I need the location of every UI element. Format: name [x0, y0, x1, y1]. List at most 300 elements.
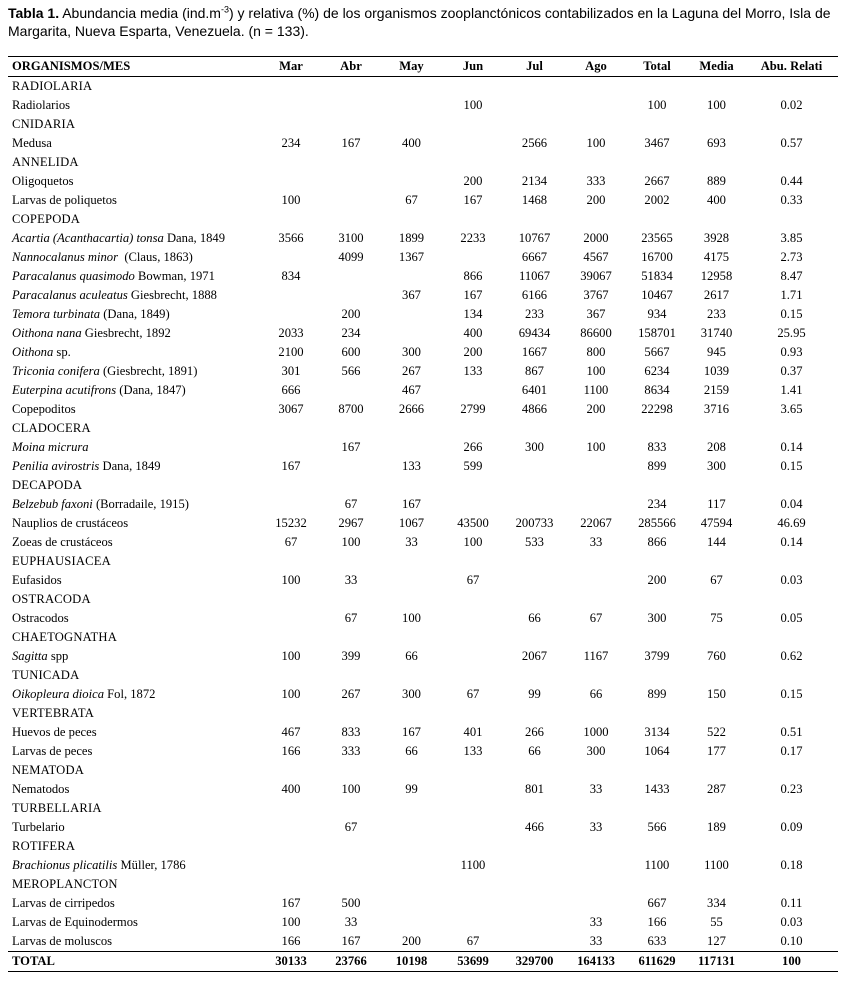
value-cell: 22067	[580, 516, 612, 530]
value-cell: 0.15	[780, 459, 803, 473]
value-cell: 833	[341, 725, 361, 739]
value-cell: 0.93	[780, 345, 803, 359]
value-cell	[380, 856, 443, 875]
column-header: May	[380, 57, 443, 77]
table-row	[8, 742, 838, 761]
value-cell: 2159	[703, 383, 730, 397]
value-cell: 133	[463, 744, 483, 758]
table-row	[8, 438, 838, 457]
value-cell: 1167	[583, 649, 609, 663]
table-row	[8, 362, 838, 381]
value-cell: 1100	[460, 858, 486, 872]
organism-name: Oithona nana	[12, 326, 82, 340]
value-cell	[443, 913, 503, 932]
value-cell: 150	[707, 687, 726, 701]
value-cell: 266	[463, 440, 483, 454]
value-cell: 100	[281, 573, 301, 587]
value-cell	[260, 96, 322, 115]
value-cell: 3.85	[780, 231, 803, 245]
value-cell: 533	[525, 535, 544, 549]
value-cell	[566, 96, 626, 115]
organism-name: Acartia (Acanthacartia) tonsa	[12, 231, 164, 245]
value-cell: 2002	[644, 193, 670, 207]
total-cell: 53699	[443, 952, 503, 972]
value-cell: 100	[463, 98, 483, 112]
value-cell	[503, 913, 566, 932]
value-cell: 10467	[641, 288, 673, 302]
organism-name: Larvas de peces	[12, 744, 93, 758]
organism-author: (Dana, 1847)	[116, 383, 186, 397]
value-cell: 267	[341, 687, 361, 701]
value-cell: 3928	[703, 231, 730, 245]
table-row	[8, 134, 838, 153]
value-cell: 0.10	[780, 934, 803, 948]
value-cell: 1468	[521, 193, 548, 207]
value-cell	[260, 172, 322, 191]
value-cell: 566	[647, 820, 667, 834]
value-cell	[260, 286, 322, 305]
value-cell: 67	[466, 934, 480, 948]
organism-cell	[8, 324, 260, 343]
value-cell: 0.23	[780, 782, 803, 796]
value-cell: 167	[341, 934, 361, 948]
value-cell: 2666	[398, 402, 425, 416]
value-cell: 5667	[644, 345, 670, 359]
value-cell: 67	[710, 573, 723, 587]
organism-name: Belzebub faxoni	[12, 497, 93, 511]
value-cell: 234	[341, 326, 361, 340]
value-cell	[322, 457, 380, 476]
total-cell: 117131	[688, 952, 745, 972]
value-cell: 945	[707, 345, 726, 359]
value-cell: 47594	[700, 516, 733, 530]
value-cell: 100	[402, 611, 421, 625]
organism-name: Huevos de peces	[12, 725, 97, 739]
organism-author: spp	[47, 649, 69, 663]
value-cell: 4099	[338, 250, 364, 264]
value-cell: 10767	[518, 231, 551, 245]
value-cell: 134	[463, 307, 483, 321]
table-row	[8, 400, 838, 419]
table-row	[8, 343, 838, 362]
organism-author: (Giesbrecht, 1891)	[99, 364, 198, 378]
value-cell: 760	[707, 649, 726, 663]
value-cell: 16700	[641, 250, 673, 264]
organism-cell	[8, 267, 260, 286]
value-cell: 400	[281, 782, 301, 796]
value-cell: 33	[405, 535, 418, 549]
value-cell: 66	[528, 744, 541, 758]
organism-author: (Dana, 1849)	[100, 307, 170, 321]
group-row	[8, 799, 838, 818]
organism-name: Nannocalanus minor	[12, 250, 119, 264]
group-row	[8, 552, 838, 571]
value-cell: 177	[707, 744, 726, 758]
value-cell	[260, 856, 322, 875]
table-row	[8, 818, 838, 837]
value-cell: 0.02	[780, 98, 803, 112]
organism-author: (Borradaile, 1915)	[92, 497, 189, 511]
group-label: VERTEBRATA	[12, 706, 95, 720]
organism-cell	[8, 780, 260, 799]
value-cell	[443, 894, 503, 913]
value-cell: 2233	[460, 231, 486, 245]
value-cell: 0.57	[780, 136, 803, 150]
value-cell: 200	[586, 193, 606, 207]
value-cell: 0.44	[780, 174, 803, 188]
value-cell: 3767	[583, 288, 609, 302]
group-label: MEROPLANCTON	[12, 877, 118, 891]
value-cell	[260, 609, 322, 628]
value-cell: 133	[463, 364, 483, 378]
value-cell: 285566	[638, 516, 676, 530]
value-cell: 233	[707, 307, 726, 321]
value-cell: 1100	[704, 858, 729, 872]
value-cell: 3100	[338, 231, 364, 245]
value-cell: 6401	[521, 383, 548, 397]
organism-cell	[8, 932, 260, 952]
value-cell: 8.47	[780, 269, 803, 283]
value-cell: 266	[525, 725, 544, 739]
value-cell: 133	[402, 459, 421, 473]
column-header: Mar	[260, 57, 322, 77]
value-cell: 2000	[583, 231, 609, 245]
group-label: CNIDARIA	[12, 117, 76, 131]
value-cell: 11067	[518, 269, 551, 283]
value-cell	[322, 286, 380, 305]
value-cell: 67	[466, 573, 480, 587]
value-cell: 4866	[521, 402, 548, 416]
value-cell: 467	[402, 383, 421, 397]
table-label: Tabla 1.	[8, 5, 60, 21]
value-cell: 693	[707, 136, 726, 150]
organism-author: (Claus, 1863)	[118, 250, 193, 264]
group-row	[8, 419, 838, 438]
value-cell	[260, 438, 322, 457]
value-cell: 934	[647, 307, 667, 321]
value-cell	[260, 495, 322, 514]
table-row	[8, 514, 838, 533]
value-cell	[260, 305, 322, 324]
value-cell: 1064	[644, 744, 670, 758]
header-row	[8, 57, 838, 77]
organism-author: sp.	[53, 345, 71, 359]
value-cell: 3566	[278, 231, 304, 245]
caption-text-continued: ) y relativa (%) de los organismos zooplanctónicos contabilizados en la Laguna del Morro, Isla de Margarita, Nueva Esparta, Venezuela. (n = 133).	[8, 5, 831, 39]
value-cell: 8634	[644, 383, 670, 397]
value-cell: 0.17	[780, 744, 803, 758]
organism-name: Zoeas de crustáceos	[12, 535, 113, 549]
value-cell: 55	[710, 915, 723, 929]
group-label: ANNELIDA	[12, 155, 79, 169]
value-cell: 833	[647, 440, 667, 454]
value-cell: 300	[647, 611, 667, 625]
organism-cell	[8, 343, 260, 362]
organism-cell	[8, 571, 260, 590]
value-cell: 1.41	[780, 383, 803, 397]
value-cell: 127	[707, 934, 726, 948]
value-cell: 51834	[641, 269, 673, 283]
value-cell	[503, 571, 566, 590]
value-cell: 15232	[275, 516, 307, 530]
organism-cell	[8, 362, 260, 381]
table-caption	[8, 4, 844, 40]
value-cell: 1067	[398, 516, 425, 530]
value-cell: 0.09	[780, 820, 803, 834]
organism-name: Larvas de cirripedos	[12, 896, 115, 910]
value-cell: 100	[281, 687, 301, 701]
organism-name: Triconia conifera	[12, 364, 100, 378]
value-cell: 8700	[338, 402, 364, 416]
table-row	[8, 248, 838, 267]
value-cell: 0.14	[780, 440, 803, 454]
value-cell: 466	[525, 820, 544, 834]
group-row	[8, 476, 838, 495]
value-cell: 67	[344, 611, 358, 625]
group-label: CHAETOGNATHA	[12, 630, 118, 644]
organism-name: Brachionus plicatilis	[12, 858, 118, 872]
caption-superscript: -3	[220, 4, 229, 15]
value-cell: 367	[586, 307, 606, 321]
column-header: Media	[688, 57, 745, 77]
value-cell: 200	[586, 402, 606, 416]
value-cell	[322, 267, 380, 286]
organism-cell	[8, 533, 260, 552]
column-header: Jul	[503, 57, 566, 77]
organism-name: Euterpina acutifrons	[12, 383, 117, 397]
value-cell: 208	[707, 440, 726, 454]
table-row	[8, 495, 838, 514]
value-cell: 666	[281, 383, 301, 397]
organism-name: Radiolarios	[12, 98, 71, 112]
total-row	[8, 952, 838, 972]
table-row	[8, 571, 838, 590]
value-cell	[260, 248, 322, 267]
value-cell: 67	[344, 497, 358, 511]
value-cell: 6166	[521, 288, 548, 302]
value-cell: 0.51	[780, 725, 803, 739]
table-body	[8, 77, 838, 952]
organism-name: Larvas de poliquetos	[12, 193, 117, 207]
value-cell: 0.03	[780, 915, 803, 929]
value-cell: 1.71	[780, 288, 803, 302]
value-cell	[503, 894, 566, 913]
organism-author: Dana, 1849	[99, 459, 161, 473]
value-cell: 99	[528, 687, 541, 701]
group-row	[8, 210, 838, 229]
value-cell	[380, 818, 443, 837]
value-cell: 399	[341, 649, 361, 663]
group-row	[8, 837, 838, 856]
value-cell: 2134	[521, 174, 548, 188]
value-cell	[443, 495, 503, 514]
organism-cell	[8, 495, 260, 514]
organism-author: Fol, 1872	[104, 687, 156, 701]
organism-cell	[8, 400, 260, 419]
value-cell: 166	[281, 934, 301, 948]
value-cell: 33	[344, 915, 358, 929]
organism-author: Giesbrecht, 1892	[81, 326, 171, 340]
group-row	[8, 153, 838, 172]
group-label: COPEPODA	[12, 212, 81, 226]
table-row	[8, 267, 838, 286]
value-cell: 2967	[338, 516, 364, 530]
organism-name: Nauplios de crustáceos	[12, 516, 129, 530]
value-cell: 300	[402, 687, 421, 701]
organism-cell	[8, 818, 260, 837]
group-row	[8, 590, 838, 609]
value-cell: 67	[405, 193, 418, 207]
value-cell: 33	[589, 535, 603, 549]
organism-cell	[8, 381, 260, 400]
value-cell: 0.15	[780, 687, 803, 701]
value-cell: 889	[707, 174, 726, 188]
value-cell: 100	[707, 98, 726, 112]
value-cell: 67	[284, 535, 298, 549]
table-row	[8, 856, 838, 875]
total-cell: 164133	[566, 952, 626, 972]
value-cell: 0.14	[780, 535, 803, 549]
value-cell	[503, 96, 566, 115]
value-cell: 158701	[638, 326, 676, 340]
value-cell	[322, 191, 380, 210]
value-cell: 43500	[457, 516, 489, 530]
column-header: Abr	[322, 57, 380, 77]
value-cell: 67	[589, 611, 603, 625]
value-cell: 75	[710, 611, 723, 625]
organism-cell	[8, 248, 260, 267]
value-cell: 300	[525, 440, 544, 454]
total-cell: 23766	[322, 952, 380, 972]
value-cell: 0.18	[780, 858, 803, 872]
value-cell: 0.04	[780, 497, 803, 511]
organism-cell	[8, 723, 260, 742]
organism-name: Oligoquetos	[12, 174, 74, 188]
organism-name: Penilia avirostris	[12, 459, 100, 473]
group-row	[8, 115, 838, 134]
value-cell: 200733	[515, 516, 554, 530]
column-header: Total	[626, 57, 688, 77]
value-cell: 166	[647, 915, 667, 929]
value-cell: 800	[586, 345, 606, 359]
value-cell: 167	[402, 497, 421, 511]
organism-name: Paracalanus quasimodo	[12, 269, 135, 283]
table-row	[8, 685, 838, 704]
table-row	[8, 894, 838, 913]
value-cell: 167	[341, 136, 361, 150]
value-cell: 333	[341, 744, 361, 758]
value-cell: 400	[463, 326, 483, 340]
value-cell: 0.03	[780, 573, 803, 587]
value-cell: 2566	[521, 136, 548, 150]
value-cell	[566, 457, 626, 476]
table-row	[8, 533, 838, 552]
value-cell: 46.69	[777, 516, 806, 530]
value-cell: 23565	[641, 231, 673, 245]
value-cell: 100	[586, 440, 606, 454]
organism-name: Oikopleura dioica	[12, 687, 104, 701]
value-cell: 33	[589, 915, 603, 929]
organism-author: Dana, 1849	[163, 231, 226, 245]
group-label: EUPHAUSIACEA	[12, 554, 111, 568]
group-label: DECAPODA	[12, 478, 83, 492]
value-cell	[443, 818, 503, 837]
value-cell	[380, 305, 443, 324]
value-cell: 1000	[583, 725, 609, 739]
value-cell: 3067	[278, 402, 304, 416]
value-cell: 1367	[398, 250, 425, 264]
value-cell: 1100	[644, 858, 670, 872]
value-cell: 834	[281, 269, 301, 283]
group-row	[8, 761, 838, 780]
value-cell	[443, 609, 503, 628]
value-cell	[380, 324, 443, 343]
value-cell: 66	[528, 611, 541, 625]
table-row	[8, 96, 838, 115]
column-header: Ago	[566, 57, 626, 77]
value-cell: 301	[281, 364, 301, 378]
value-cell: 899	[647, 687, 667, 701]
value-cell: 633	[647, 934, 667, 948]
organism-cell	[8, 742, 260, 761]
total-label: TOTAL	[8, 952, 260, 972]
value-cell: 566	[341, 364, 361, 378]
value-cell: 167	[281, 459, 301, 473]
value-cell: 2.73	[780, 250, 803, 264]
value-cell: 4567	[583, 250, 609, 264]
value-cell: 2667	[644, 174, 670, 188]
value-cell: 522	[707, 725, 726, 739]
value-cell: 66	[405, 744, 418, 758]
value-cell: 33	[589, 934, 603, 948]
value-cell	[503, 932, 566, 952]
value-cell: 3467	[644, 136, 670, 150]
value-cell: 1433	[644, 782, 670, 796]
value-cell	[322, 172, 380, 191]
group-row	[8, 875, 838, 894]
value-cell: 599	[463, 459, 483, 473]
table-row	[8, 381, 838, 400]
table-row	[8, 191, 838, 210]
value-cell: 0.15	[780, 307, 803, 321]
organism-author: Müller, 1786	[117, 858, 186, 872]
group-label: TURBELLARIA	[12, 801, 102, 815]
table-row	[8, 647, 838, 666]
value-cell: 866	[647, 535, 667, 549]
organism-cell	[8, 647, 260, 666]
total-cell: 100	[745, 952, 838, 972]
group-label: NEMATODA	[12, 763, 85, 777]
group-label: ROTIFERA	[12, 839, 76, 853]
value-cell: 166	[281, 744, 301, 758]
table-row	[8, 780, 838, 799]
total-cell: 10198	[380, 952, 443, 972]
value-cell	[380, 913, 443, 932]
value-cell: 0.11	[780, 896, 803, 910]
value-cell: 100	[463, 535, 483, 549]
value-cell: 334	[707, 896, 726, 910]
value-cell: 200	[402, 934, 421, 948]
organism-cell	[8, 856, 260, 875]
organism-cell	[8, 609, 260, 628]
value-cell	[566, 571, 626, 590]
table-row	[8, 286, 838, 305]
group-label: TUNICADA	[12, 668, 80, 682]
organism-cell	[8, 457, 260, 476]
value-cell: 0.37	[780, 364, 803, 378]
table-row	[8, 305, 838, 324]
group-row	[8, 666, 838, 685]
